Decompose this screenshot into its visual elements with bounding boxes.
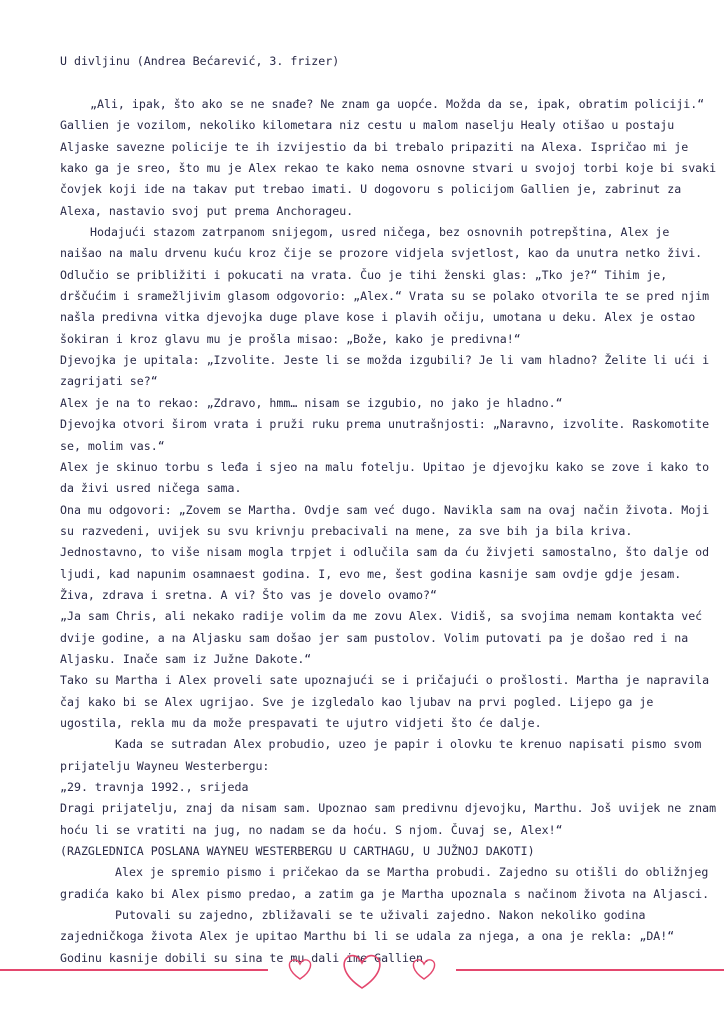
- heart-icon: [344, 956, 380, 988]
- text-line: Godinu kasnije dobili su sina te mu dali ime Gallien.: [60, 950, 430, 965]
- text-line: zagrijati se?“: [60, 374, 158, 389]
- text-line: Živa, zdrava i sretna. A vi? Što vas je dovelo ovamo?“: [60, 587, 437, 602]
- story-text: [60, 94, 717, 969]
- text-line: Gallien je vozilom, nekoliko kilometara niz cestu u malom naselju Healy otišao u postaju: [60, 118, 675, 133]
- text-line: „Ali, ipak, što ako se ne snađe? Ne znam ga uopće. Možda da se, ipak, obratim policiji.“: [90, 97, 705, 111]
- text-line: naišao na malu drvenu kuću kroz čije se prozore vidjela svjetlost, kao da unutra netko živi.: [60, 246, 703, 261]
- text-line: se, molim vas.“: [60, 438, 165, 453]
- text-line: zajedničkoga života Alex je upitao Marthu bi li se udala za njega, a ona je rekla: „DA!“: [60, 929, 675, 944]
- text-line: gradića kako bi Alex pismo predao, a zatim ga je Martha upoznala s načinom života na Aljasci.: [60, 886, 710, 901]
- text-line: Aljasku. Inače sam iz Južne Dakote.“: [60, 651, 312, 666]
- text-line: Tako su Martha i Alex proveli sate upoznajući se i pričajući o prošlosti. Martha je napravila: [60, 673, 710, 688]
- text-line: Odlučio se približiti i pokucati na vrata. Čuo je tihi ženski glas: „Tko je?“ Tihim je,: [60, 267, 668, 282]
- text-line: šokiran i kroz glavu mu je prošla misao: „Bože, kako je predivna!“: [60, 331, 521, 346]
- text-line: čovjek koji ide na takav put trebao imati. U dogovoru s policijom Gallien je, zabrinut za: [60, 182, 682, 197]
- text-line: Dragi prijatelju, znaj da nisam sam. Upoznao sam predivnu djevojku, Marthu. Još uvijek ne znam: [60, 801, 717, 816]
- text-line: Jednostavno, to više nisam mogla trpjet i odlučila sam da ću živjeti samostalno, što dalje od: [60, 545, 710, 560]
- text-line: Djevojka otvori širom vrata i pruži ruku prema unutrašnjosti: „Naravno, izvolite. Raskomotite: [60, 417, 710, 432]
- text-line: Alex je spremio pismo i pričekao da se Martha probudi. Zajedno su otišli do obližnjeg: [115, 865, 709, 880]
- text-line: Hodajući stazom zatrpanom snijegom, usred ničega, bez osnovnih potrepština, Alex je: [90, 225, 670, 240]
- heart-icon: [413, 960, 434, 979]
- text-line: su razvedeni, uvijek su svu krivnju prebacivali na mene, za sve bih ja bila kriva.: [60, 523, 633, 538]
- text-line: kako ga je sreo, što mu je Alex rekao te kako nema osnovne stvari u svojoj torbi koje bi svaki: [60, 161, 717, 176]
- text-line: Djevojka je upitala: „Izvolite. Jeste li se možda izgubili? Je li vam hladno? Želite li ući i: [60, 353, 710, 368]
- text-line: Aljaske savezne policije te ih izvijestio da bi trebalo pripaziti na Alexa. Ispričao mi je: [60, 139, 689, 154]
- text-line: ljudi, kad napunim osamnaest godina. I, evo me, šest godina kasnije sam ovdje gdje jesam.: [60, 566, 682, 581]
- footer-ornament: [0, 952, 724, 992]
- document-page: [60, 50, 717, 969]
- text-line: hoću li se vratiti na jug, no nadam se da hoću. S njom. Čuvaj se, Alex!“: [60, 822, 563, 837]
- text-line: Alex je skinuo torbu s leđa i sjeo na malu fotelju. Upitao je djevojku kako se zove i kako to: [60, 459, 710, 474]
- text-line: Alexa, nastavio svoj put prema Anchorageu.: [60, 203, 354, 218]
- document-title: U divljinu (Andrea Bećarević, 3. frizer): [60, 54, 340, 68]
- text-line: (RAZGLEDNICA POSLANA WAYNEU WESTERBERGU U CARTHAGU, U JUŽNOJ DAKOTI): [60, 844, 535, 859]
- text-line: čaj kako bi se Alex ugrijao. Sve je izgledalo kao ljubav na prvi pogled. Lijepo ga je: [60, 694, 654, 709]
- text-line: ugostila, rekla mu da može prespavati te ujutro vidjeti što će dalje.: [60, 715, 542, 730]
- text-line: drščućim i sramežljivim glasom odgovorio: „Alex.“ Vrata su se polako otvorila te se pred njim: [60, 289, 710, 304]
- text-line: „29. travnja 1992., srijeda: [60, 780, 249, 794]
- text-line: da živi usred ničega sama.: [60, 481, 242, 496]
- text-line: Putovali su zajedno, zbližavali se te uživali zajedno. Nakon nekoliko godina: [115, 908, 646, 923]
- text-line: „Ja sam Chris, ali nekako radije volim da me zovu Alex. Vidiš, sa svojima nemam kontakta već: [60, 609, 703, 624]
- text-line: Ona mu odgovori: „Zovem se Martha. Ovdje sam već dugo. Navikla sam na ovaj način života. Moji: [60, 502, 710, 517]
- text-line: dvije godine, a na Aljasku sam došao jer sam pustolov. Volim putovati pa je došao red i na: [60, 630, 689, 645]
- text-line: Alex je na to rekao: „Zdravo, hmm… nisam se izgubio, no jako je hladno.“: [60, 395, 563, 410]
- heart-icon: [289, 960, 310, 979]
- text-line: prijatelju Wayneu Westerbergu:: [60, 758, 270, 773]
- text-line: našla predivna vitka djevojka duge plave kose i plavih očiju, umotana u deku. Alex je ostao: [60, 310, 696, 325]
- text-line: Kada se sutradan Alex probudio, uzeo je papir i olovku te krenuo napisati pismo svom: [115, 737, 702, 752]
